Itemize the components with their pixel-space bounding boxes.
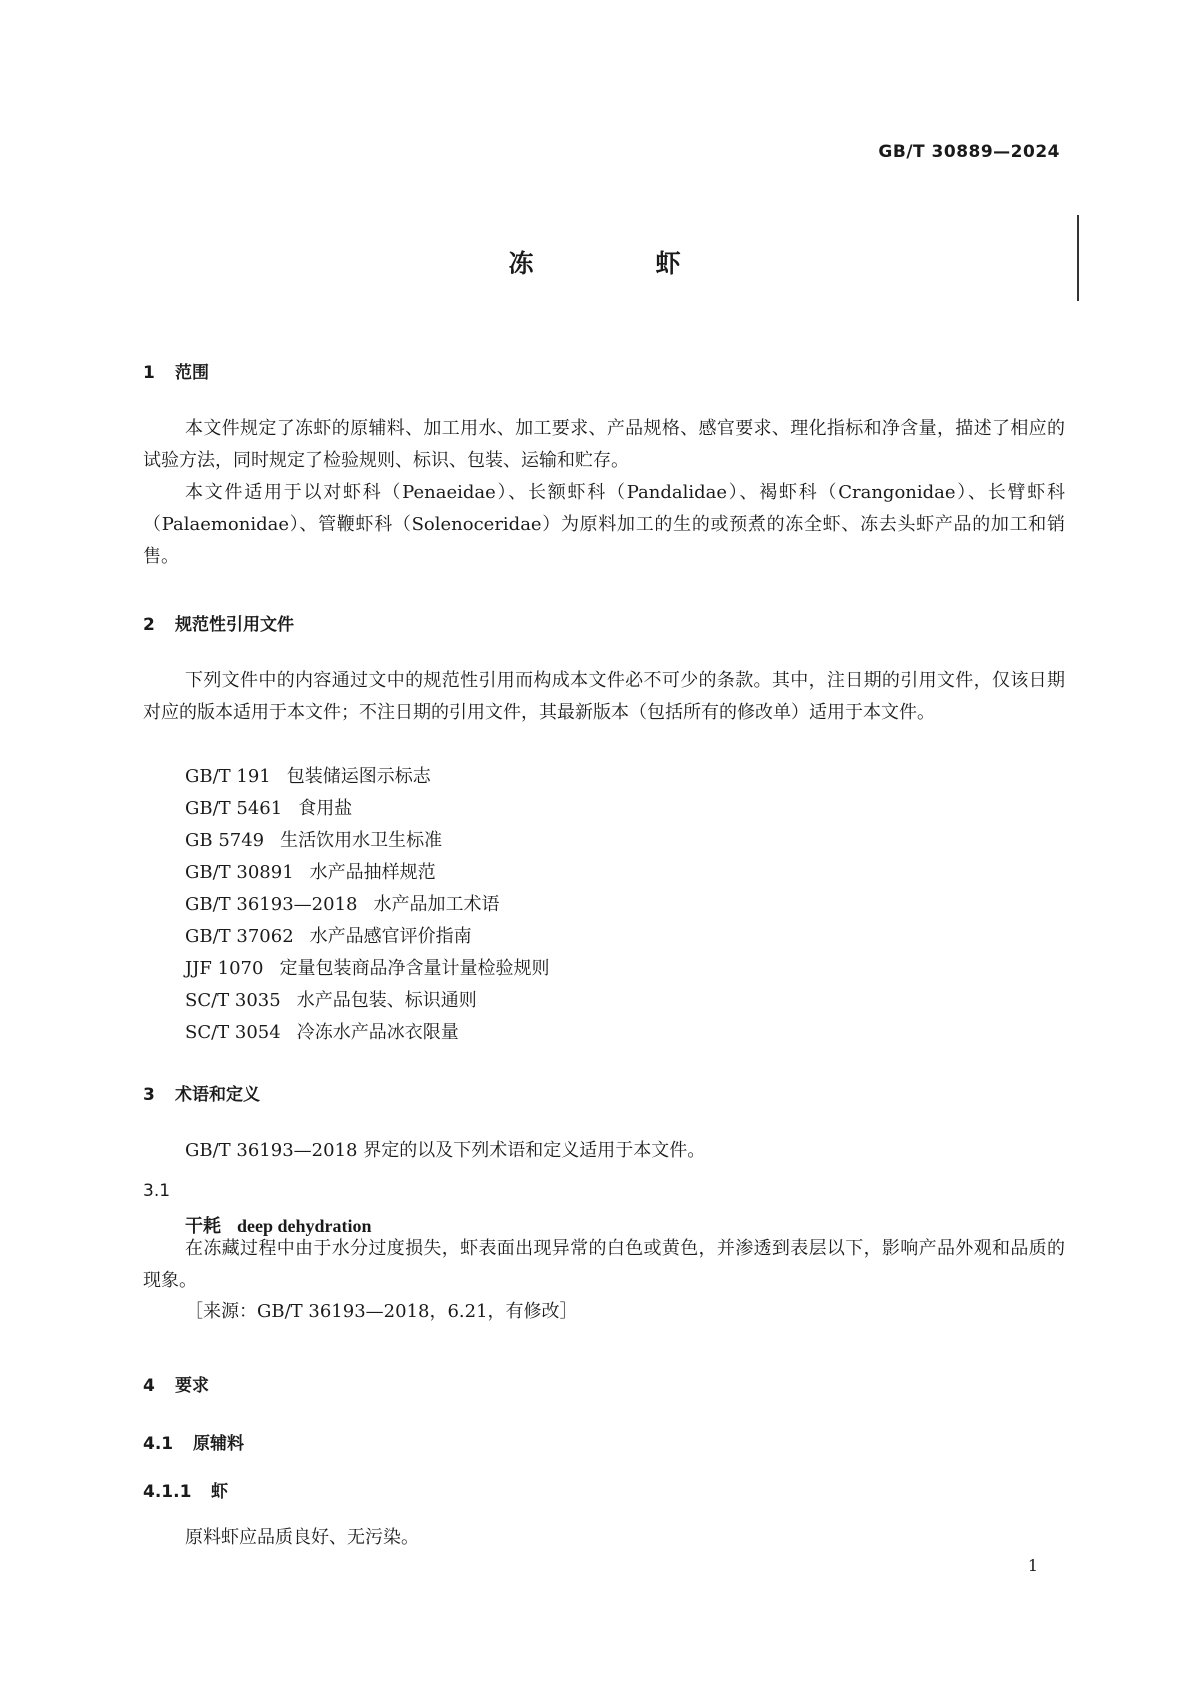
- subsection-4-1-1-paragraph: 原料虾应品质良好、无污染。: [185, 1527, 419, 1548]
- normative-reference-list: [185, 761, 549, 1049]
- term-number: 3.1: [143, 1181, 171, 1201]
- section-3-heading: [143, 1080, 260, 1105]
- section-2-heading: [143, 610, 294, 635]
- reference-code: GB/T 30891: [185, 862, 294, 883]
- standard-number: GB/T 30889—2024: [878, 142, 1060, 162]
- reference-code: GB/T 5461: [185, 798, 283, 819]
- reference-code: SC/T 3054: [185, 1022, 281, 1043]
- reference-item: [185, 889, 549, 921]
- title-char-1: 冻: [508, 249, 536, 278]
- section-number: 3: [143, 1085, 155, 1105]
- reference-title: 生活饮用水卫生标准: [280, 830, 443, 851]
- reference-title: 水产品感官评价指南: [309, 926, 472, 947]
- page-number: 1: [1027, 1556, 1038, 1575]
- reference-code: JJF 1070: [185, 958, 264, 979]
- reference-item: [185, 1017, 549, 1049]
- reference-item: [185, 857, 549, 889]
- reference-title: 包装储运图示标志: [286, 766, 431, 787]
- reference-code: SC/T 3035: [185, 990, 281, 1011]
- section-number: 1: [143, 363, 155, 383]
- subsection-4-1-heading: [143, 1429, 244, 1454]
- term-definition: 在冻藏过程中由于水分过度损失，虾表面出现异常的白色或黄色，并渗透到表层以下，影响产品外观和品质的现象。: [143, 1238, 1065, 1291]
- section-title: 范围: [175, 363, 209, 383]
- section-title: 术语和定义: [175, 1085, 260, 1105]
- section-4-heading: [143, 1371, 209, 1396]
- subsection-number: 4.1: [143, 1434, 174, 1454]
- term-source-note: ［来源：GB/T 36193—2018，6.21，有修改］: [185, 1301, 578, 1322]
- reference-item: [185, 793, 549, 825]
- reference-title: 冷冻水产品冰衣限量: [296, 1022, 459, 1043]
- term-english: deep dehydration: [237, 1216, 372, 1236]
- reference-code: GB 5749: [185, 830, 265, 851]
- reference-title: 水产品包装、标识通则: [296, 990, 477, 1011]
- subsection-number: 4.1.1: [143, 1482, 192, 1502]
- section-number: 4: [143, 1376, 155, 1396]
- reference-title: 食用盐: [298, 798, 353, 819]
- section-title: 规范性引用文件: [175, 615, 294, 635]
- section-2-paragraph-1: 下列文件中的内容通过文中的规范性引用而构成本文件必不可少的条款。其中，注日期的引用文件，仅该日期对应的版本适用于本文件；不注日期的引用文件，其最新版本（包括所有的修改单）适用于本文件。: [143, 670, 1065, 723]
- reference-code: GB/T 36193—2018: [185, 894, 358, 915]
- reference-item: [185, 985, 549, 1017]
- reference-item: [185, 953, 549, 985]
- reference-item: [185, 921, 549, 953]
- reference-title: 定量包装商品净含量计量检验规则: [279, 958, 550, 979]
- section-1-heading: [143, 358, 209, 383]
- section-1-paragraph-2: 本文件适用于以对虾科（Penaeidae）、长额虾科（Pandalidae）、褐虾科（Crangonidae）、长臂虾科（Palaemonidae）、管鞭虾科（Solenoceridae）为原料加工的生的或预煮的冻全虾、冻去头虾产品的加工和销售。: [143, 482, 1065, 567]
- reference-title: 水产品加工术语: [373, 894, 500, 915]
- reference-code: GB/T 191: [185, 766, 271, 787]
- reference-item: [185, 825, 549, 857]
- title-char-2: 虾: [655, 249, 683, 278]
- section-number: 2: [143, 615, 155, 635]
- subsection-4-1-1-heading: [143, 1477, 228, 1502]
- section-3-paragraph-1: GB/T 36193—2018 界定的以及下列术语和定义适用于本文件。: [185, 1140, 706, 1161]
- section-1-paragraph-1: 本文件规定了冻虾的原辅料、加工用水、加工要求、产品规格、感官要求、理化指标和净含量，描述了相应的试验方法，同时规定了检验规则、标识、包装、运输和贮存。: [143, 418, 1065, 471]
- section-title: 要求: [175, 1376, 209, 1396]
- term-chinese: 干耗: [185, 1216, 221, 1237]
- reference-item: [185, 761, 549, 793]
- document-title: [0, 244, 1191, 280]
- reference-code: GB/T 37062: [185, 926, 294, 947]
- subsection-title: 原辅料: [193, 1434, 244, 1454]
- subsection-title: 虾: [211, 1482, 228, 1502]
- reference-title: 水产品抽样规范: [309, 862, 436, 883]
